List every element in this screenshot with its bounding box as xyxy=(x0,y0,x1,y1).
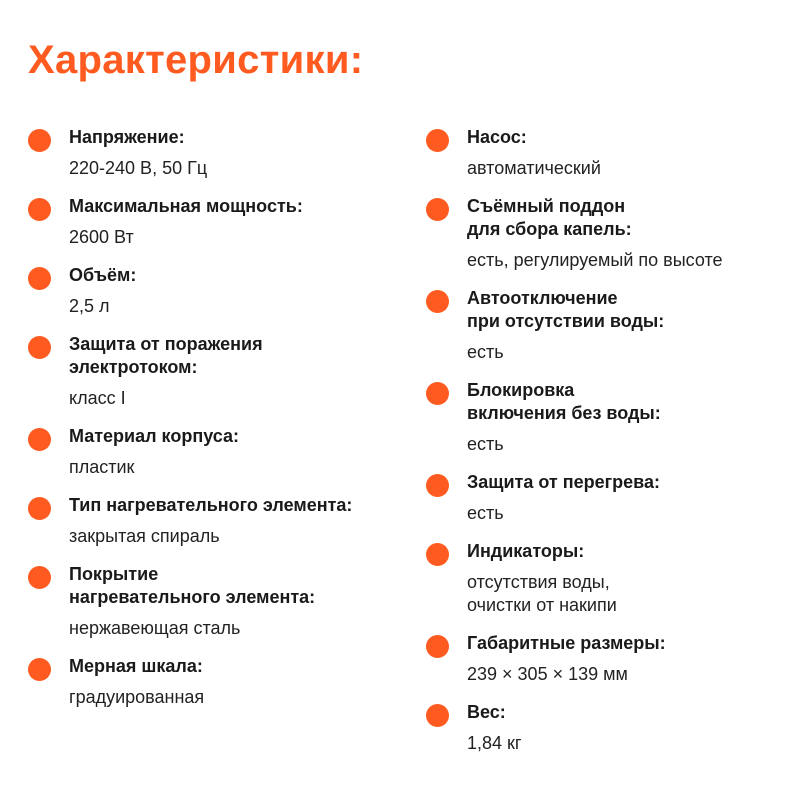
spec-value: 220-240 В, 50 Гц xyxy=(69,158,208,178)
bullet-dot-icon xyxy=(28,566,51,589)
spec-value: есть xyxy=(467,342,504,362)
spec-label: Защита от поражения электротоком: xyxy=(69,334,263,377)
spec-shock-protection xyxy=(28,333,408,410)
bullet-dot-icon xyxy=(426,198,449,221)
spec-heating-element-type xyxy=(28,494,408,548)
spec-voltage xyxy=(28,126,408,180)
spec-heating-element-coating xyxy=(28,563,408,640)
spec-value: 2,5 л xyxy=(69,296,110,316)
spec-label: Индикаторы: xyxy=(467,541,585,561)
spec-label: Напряжение: xyxy=(69,127,185,147)
bullet-dot-icon xyxy=(28,198,51,221)
spec-label: Съёмный поддон для сбора капель: xyxy=(467,196,632,239)
spec-value: пластик xyxy=(69,457,135,477)
spec-indicators xyxy=(426,540,786,617)
spec-label: Объём: xyxy=(69,265,137,285)
spec-value: 1,84 кг xyxy=(467,733,522,753)
spec-value: градуированная xyxy=(69,687,205,707)
spec-label: Мерная шкала: xyxy=(69,656,203,676)
spec-value: нержавеющая сталь xyxy=(69,618,241,638)
spec-value: есть xyxy=(467,434,504,454)
spec-pump xyxy=(426,126,786,180)
spec-label: Автоотключение при отсутствии воды: xyxy=(467,288,665,331)
bullet-dot-icon xyxy=(28,336,51,359)
spec-label: Максимальная мощность: xyxy=(69,196,303,216)
bullet-dot-icon xyxy=(28,658,51,681)
bullet-dot-icon xyxy=(426,635,449,658)
bullet-dot-icon xyxy=(426,290,449,313)
spec-label: Материал корпуса: xyxy=(69,426,239,446)
spec-overheat-protection xyxy=(426,471,786,525)
spec-value: 239 × 305 × 139 мм xyxy=(467,664,628,684)
spec-label: Габаритные размеры: xyxy=(467,633,666,653)
specs-right-column xyxy=(426,126,786,770)
spec-label: Вес: xyxy=(467,702,506,722)
spec-value: есть, регулируемый по высоте xyxy=(467,250,723,270)
bullet-dot-icon xyxy=(426,543,449,566)
spec-dimensions xyxy=(426,632,786,686)
spec-label: Защита от перегрева: xyxy=(467,472,660,492)
bullet-dot-icon xyxy=(28,267,51,290)
spec-value: 2600 Вт xyxy=(69,227,134,247)
spec-value: автоматический xyxy=(467,158,601,178)
bullet-dot-icon xyxy=(28,428,51,451)
specs-left-column xyxy=(28,126,408,724)
spec-value: отсутствия воды, очистки от накипи xyxy=(467,572,617,615)
spec-volume xyxy=(28,264,408,318)
spec-max-power xyxy=(28,195,408,249)
bullet-dot-icon xyxy=(28,129,51,152)
spec-value: есть xyxy=(467,503,504,523)
spec-label: Тип нагревательного элемента: xyxy=(69,495,353,515)
bullet-dot-icon xyxy=(426,382,449,405)
spec-label: Блокировка включения без воды: xyxy=(467,380,661,423)
bullet-dot-icon xyxy=(426,129,449,152)
spec-label: Насос: xyxy=(467,127,527,147)
spec-label: Покрытие нагревательного элемента: xyxy=(69,564,316,607)
spec-drip-tray xyxy=(426,195,786,272)
spec-value: класс I xyxy=(69,388,126,408)
spec-value: закрытая спираль xyxy=(69,526,220,546)
spec-auto-shutoff xyxy=(426,287,786,364)
bullet-dot-icon xyxy=(28,497,51,520)
spec-dry-start-lock xyxy=(426,379,786,456)
page-title: Характеристики: xyxy=(28,38,364,82)
spec-weight xyxy=(426,701,786,755)
bullet-dot-icon xyxy=(426,474,449,497)
spec-measuring-scale xyxy=(28,655,408,709)
bullet-dot-icon xyxy=(426,704,449,727)
spec-body-material xyxy=(28,425,408,479)
